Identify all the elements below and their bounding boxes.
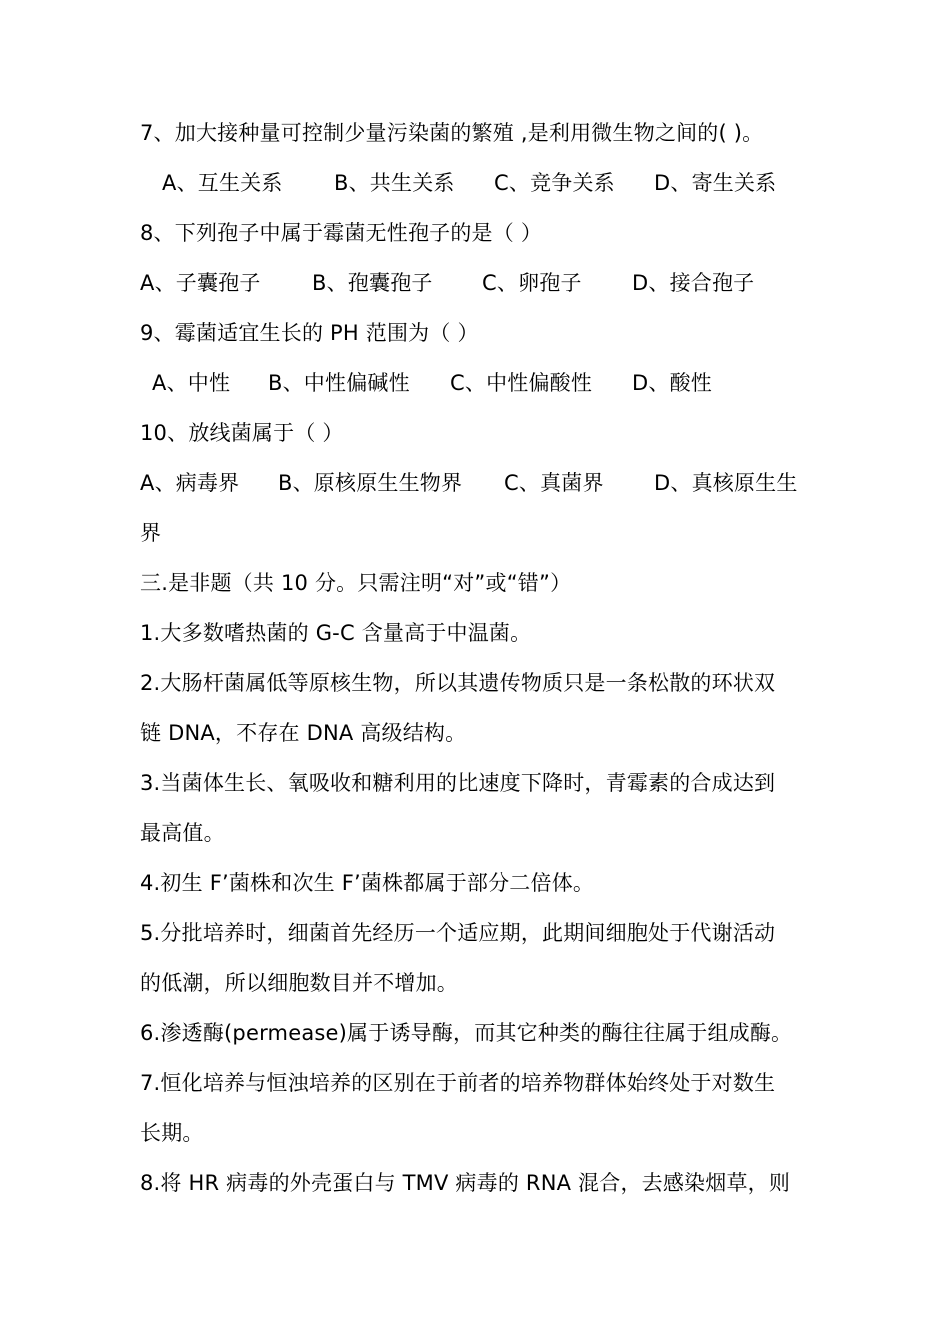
true-false-line: 3.当菌体生长、氧吸收和糖利用的比速度下降时，青霉素的合成达到 [140, 771, 776, 795]
question-9-option-c: C、中性偏酸性 [450, 371, 593, 395]
question-8-option-d: D、接合孢子 [632, 271, 755, 295]
question-7-stem: 7、加大接种量可控制少量污染菌的繁殖 ,是利用微生物之间的( )。 [140, 121, 764, 145]
true-false-line: 的低潮，所以细胞数目并不增加。 [140, 971, 458, 995]
section-3-heading: 三.是非题（共 10 分。只需注明“对”或“错”） [140, 571, 572, 595]
true-false-line: 长期。 [140, 1121, 204, 1145]
true-false-line: 5.分批培养时，细菌首先经历一个适应期，此期间细胞处于代谢活动 [140, 921, 776, 945]
question-10-option-a: A、病毒界 [140, 471, 240, 495]
question-7-option-a: A、互生关系 [162, 171, 283, 195]
question-8-option-a: A、子囊孢子 [140, 271, 261, 295]
question-7-option-b: B、共生关系 [334, 171, 455, 195]
question-9-stem: 9、霉菌适宜生长的 PH 范围为（ ） [140, 321, 479, 345]
question-8-options [140, 268, 820, 298]
question-8-option-b: B、孢囊孢子 [312, 271, 433, 295]
question-9-options [152, 368, 832, 398]
question-9-option-b: B、中性偏碱性 [268, 371, 410, 395]
true-false-line: 7.恒化培养与恒浊培养的区别在于前者的培养物群体始终处于对数生 [140, 1071, 776, 1095]
question-10-option-d: D、真核原生生 [654, 471, 798, 495]
question-7-option-d: D、寄生关系 [654, 171, 777, 195]
question-10-stem: 10、放线菌属于（ ） [140, 421, 344, 445]
question-7-options [162, 168, 842, 198]
question-10-option-d-continued: 界 [140, 521, 162, 545]
question-10-option-c: C、真菌界 [504, 471, 604, 495]
true-false-line: 链 DNA，不存在 DNA 高级结构。 [140, 721, 467, 745]
question-7-option-c: C、竞争关系 [494, 171, 615, 195]
true-false-line: 4.初生 F’菌株和次生 F’菌株都属于部分二倍体。 [140, 871, 595, 895]
true-false-line: 6.渗透酶(permease)属于诱导酶，而其它种类的酶往往属于组成酶。 [140, 1021, 793, 1045]
question-10-option-b: B、原核原生生物界 [278, 471, 463, 495]
true-false-line: 最高值。 [140, 821, 225, 845]
question-8-option-c: C、卵孢子 [482, 271, 582, 295]
question-9-option-a: A、中性 [152, 371, 231, 395]
question-8-stem: 8、下列孢子中属于霉菌无性孢子的是（ ） [140, 221, 543, 245]
question-10-options [140, 468, 820, 498]
true-false-line: 8.将 HR 病毒的外壳蛋白与 TMV 病毒的 RNA 混合，去感染烟草，则 [140, 1171, 791, 1195]
question-9-option-d: D、酸性 [632, 371, 712, 395]
true-false-line: 1.大多数嗜热菌的 G-C 含量高于中温菌。 [140, 621, 532, 645]
true-false-line: 2.大肠杆菌属低等原核生物，所以其遗传物质只是一条松散的环状双 [140, 671, 776, 695]
